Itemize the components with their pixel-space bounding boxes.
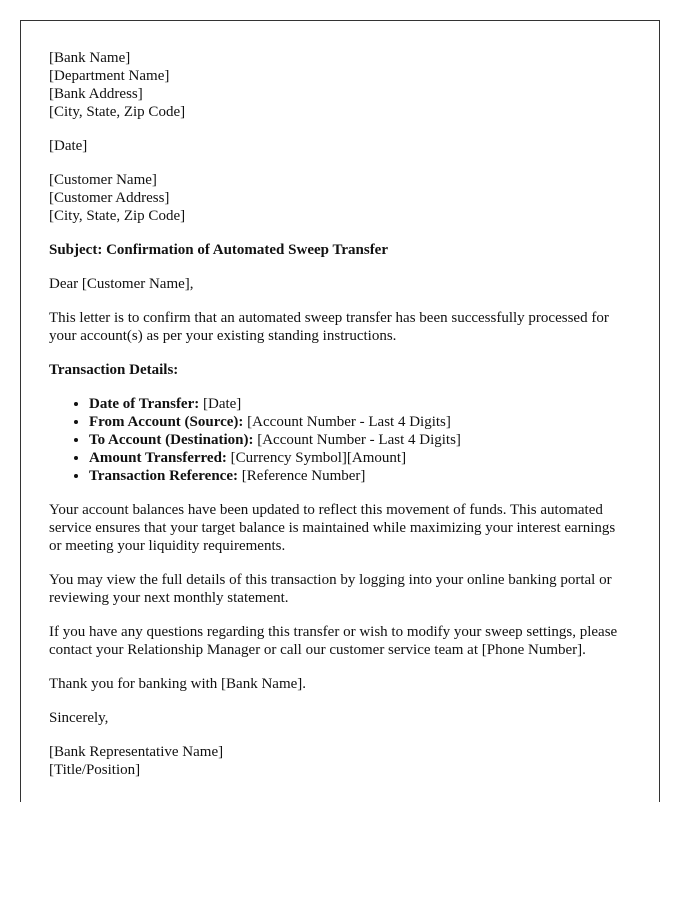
sender-block: [Bank Name] [Department Name] [Bank Address] [City, State, Zip Code] bbox=[49, 50, 186, 120]
recipient-block: [Customer Name] [Customer Address] [City, State, Zip Code] bbox=[49, 172, 186, 224]
thanks-line: Thank you for banking with [Bank Name]. bbox=[49, 676, 307, 692]
subject-line: Subject: Confirmation of Automated Sweep Transfer bbox=[49, 242, 389, 258]
body-paragraph: Your account balances have been updated to reflect this movement of funds. This automated service ensures that your target balance is maintained while maximizing your interest earnings or meeting your liquidity requirements. bbox=[49, 502, 616, 554]
signature-block: [Bank Representative Name] [Title/Position] bbox=[49, 744, 224, 778]
body-paragraph: If you have any questions regarding this transfer or wish to modify your sweep settings, please contact your Relationship Manager or call our customer service team at [Phone Number]. bbox=[49, 624, 618, 658]
detail-item: • To Account (Destination): [Account Number - Last 4 Digits] bbox=[89, 431, 631, 449]
detail-item: • Amount Transferred: [Currency Symbol][Amount] bbox=[89, 449, 631, 467]
details-heading: Transaction Details: bbox=[49, 362, 179, 378]
letter-date: [Date] bbox=[49, 138, 88, 154]
closing: Sincerely, bbox=[49, 710, 109, 726]
letter-page bbox=[20, 20, 660, 802]
intro-paragraph: This letter is to confirm that an automated sweep transfer has been successfully processed for your account(s) as per your existing standing instructions. bbox=[49, 310, 609, 344]
detail-item: • Transaction Reference: [Reference Number] bbox=[89, 467, 631, 485]
detail-item: • From Account (Source): [Account Number - Last 4 Digits] bbox=[89, 413, 631, 431]
detail-item: • Date of Transfer: [Date] bbox=[89, 395, 631, 413]
salutation: Dear [Customer Name], bbox=[49, 276, 194, 292]
body-paragraph: You may view the full details of this transaction by logging into your online banking portal or reviewing your next monthly statement. bbox=[49, 572, 612, 606]
details-list bbox=[49, 395, 631, 485]
